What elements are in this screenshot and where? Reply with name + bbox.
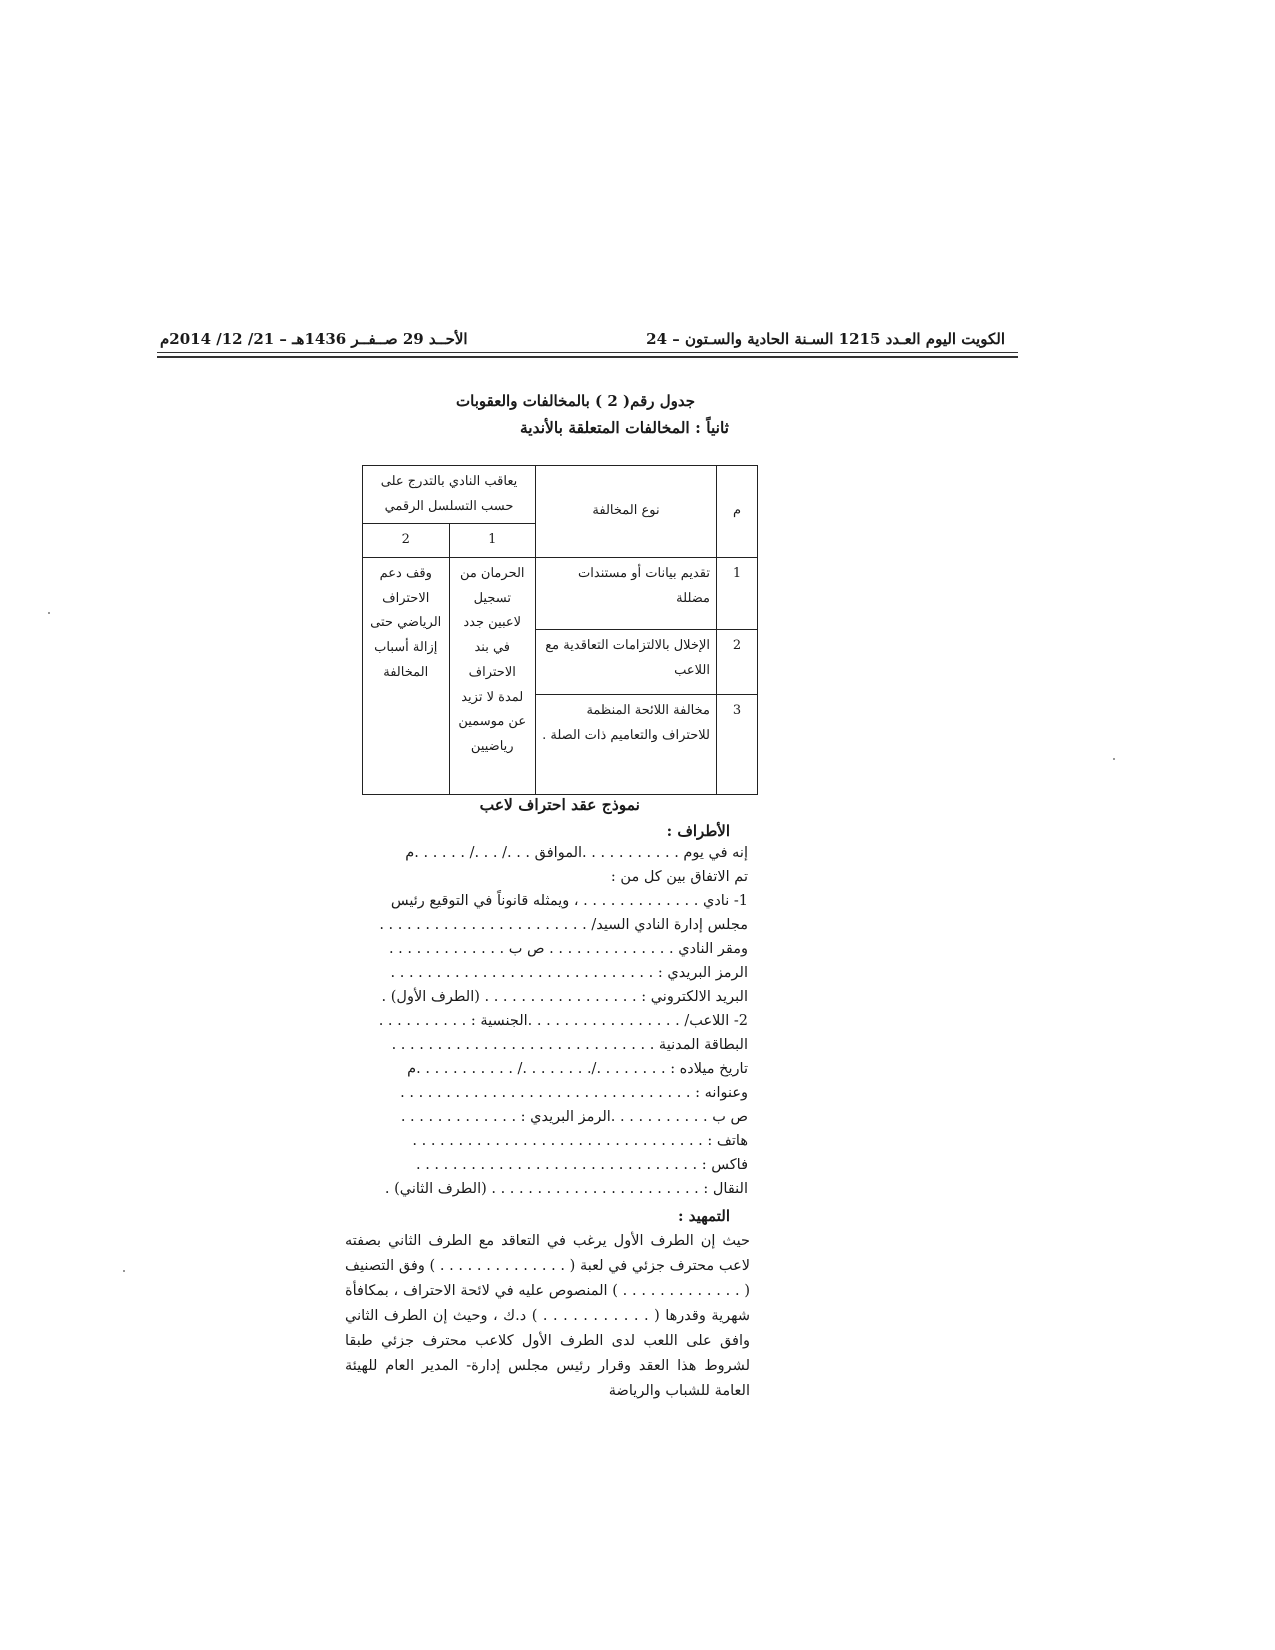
scan-speck [1113, 758, 1115, 760]
form-line-player: 2- اللاعب/ . . . . . . . . . . . . . . . . .الجنسية : . . . . . . . . . . [378, 1013, 748, 1029]
header-date: الأحــد 29 صــفــر 1436هـ – 21/ 12/ 2014م [160, 330, 468, 348]
form-line-fax: فاكس : . . . . . . . . . . . . . . . . . . . . . . . . . . . . . . . [416, 1157, 748, 1173]
form-line-date: إنه في يوم . . . . . . . . . . .الموافق . . ./ . . ./ . . . . . .م [405, 845, 748, 861]
row-3-number: 3 [717, 695, 758, 795]
col-header-number: م [717, 466, 758, 558]
preamble-text: حيث إن الطرف الأول يرغب في التعاقد مع الطرف الثاني بصفته لاعب محترف جزئي في لعبة ( . . . . . . . . . . . . . . ) وفق التصنيف ( . . . . . . . . . . . . . ) المنصوص عليه في لائحة الاحتراف ، بمكافأة شهرية وقدرها ( . . . . . . . . . . . ) د.ك ، وحيث إن الطرف الثاني وافق على اللعب لدى الطرف الأول كلاعب محترف جزئي طبقا لشروط هذا العقد وقرار رئيس مجلس إدارة- المدير العام للهيئة العامة للشباب والرياضة [345, 1233, 750, 1399]
form-line-pobox: ص ب . . . . . . . . . . .الرمز البريدي : . . . . . . . . . . . . . [400, 1109, 748, 1125]
header-issue-info: الكويت اليوم العـدد 1215 السـنة الحادية والسـتون – 24 [646, 330, 1005, 348]
contract-title: نموذج عقد احتراف لاعب [479, 795, 640, 814]
penalty-2-text: وقف دعم الاحتراف الرياضي حتى إزالة أسباب المخالفة [363, 558, 450, 795]
form-line-club-address: ومقر النادي . . . . . . . . . . . . . . ص ب . . . . . . . . . . . . . [388, 941, 748, 957]
header-rule-top [157, 352, 1018, 353]
form-line-agreement: تم الاتفاق بين كل من : [610, 869, 748, 885]
row-1-number: 1 [717, 558, 758, 630]
form-line-email: البريد الالكتروني : . . . . . . . . . . . . . . . . . (الطرف الأول) . [381, 989, 748, 1005]
scan-speck [123, 1270, 125, 1272]
header-rule-bottom [157, 356, 1018, 358]
sub-header-1: 1 [449, 524, 536, 558]
row-2-number: 2 [717, 630, 758, 695]
row-3-violation: مخالفة اللائحة المنظمة للاحتراف والتعاميم ذات الصلة . [536, 695, 717, 795]
form-line-birthdate: تاريخ ميلاده : . . . . . . . ./. . . . . . . ./ . . . . . . . . . . .م [407, 1061, 748, 1077]
preamble-title: التمهيد : [677, 1207, 730, 1225]
form-line-phone: هاتف : . . . . . . . . . . . . . . . . . . . . . . . . . . . . . . . . [412, 1133, 748, 1149]
table-subtitle: ثانياً : المخالفات المتعلقة بالأندية [519, 418, 729, 437]
row-2-violation: الإخلال بالالتزامات التعاقدية مع اللاعب [536, 630, 717, 695]
form-line-civil-id: البطاقة المدنية . . . . . . . . . . . . . . . . . . . . . . . . . . . . . [391, 1037, 748, 1053]
row-1-violation: تقديم بيانات أو مستندات مضللة [536, 558, 717, 630]
form-line-club: 1- نادي . . . . . . . . . . . . . ، ويمثله قانوناً في التوقيع رئيس [390, 893, 748, 909]
form-line-mobile: النقال : . . . . . . . . . . . . . . . . . . . . . . . (الطرف الثاني) . [384, 1181, 748, 1197]
col-header-penalty: يعاقب النادي بالتدرج على حسب التسلسل الرقمي [363, 466, 536, 524]
form-line-postal-code: الرمز البريدي : . . . . . . . . . . . . . . . . . . . . . . . . . . . . . [390, 965, 748, 981]
parties-title: الأطراف : [666, 822, 730, 840]
form-line-address: وعنوانه : . . . . . . . . . . . . . . . . . . . . . . . . . . . . . . . . [400, 1085, 748, 1101]
scan-speck [48, 612, 50, 614]
penalty-1-text: الحرمان من تسجيل لاعبين جدد في بند الاحتراف لمدة لا تزيد عن موسمين رياضيين [449, 558, 536, 795]
sub-header-2: 2 [363, 524, 450, 558]
col-header-violation-type: نوع المخالفة [536, 466, 717, 558]
violations-table [362, 465, 758, 795]
form-line-board: مجلس إدارة النادي السيد/ . . . . . . . . . . . . . . . . . . . . . . . [379, 917, 748, 933]
table-title: جدول رقم( 2 ) بالمخالفات والعقوبات [456, 392, 695, 410]
